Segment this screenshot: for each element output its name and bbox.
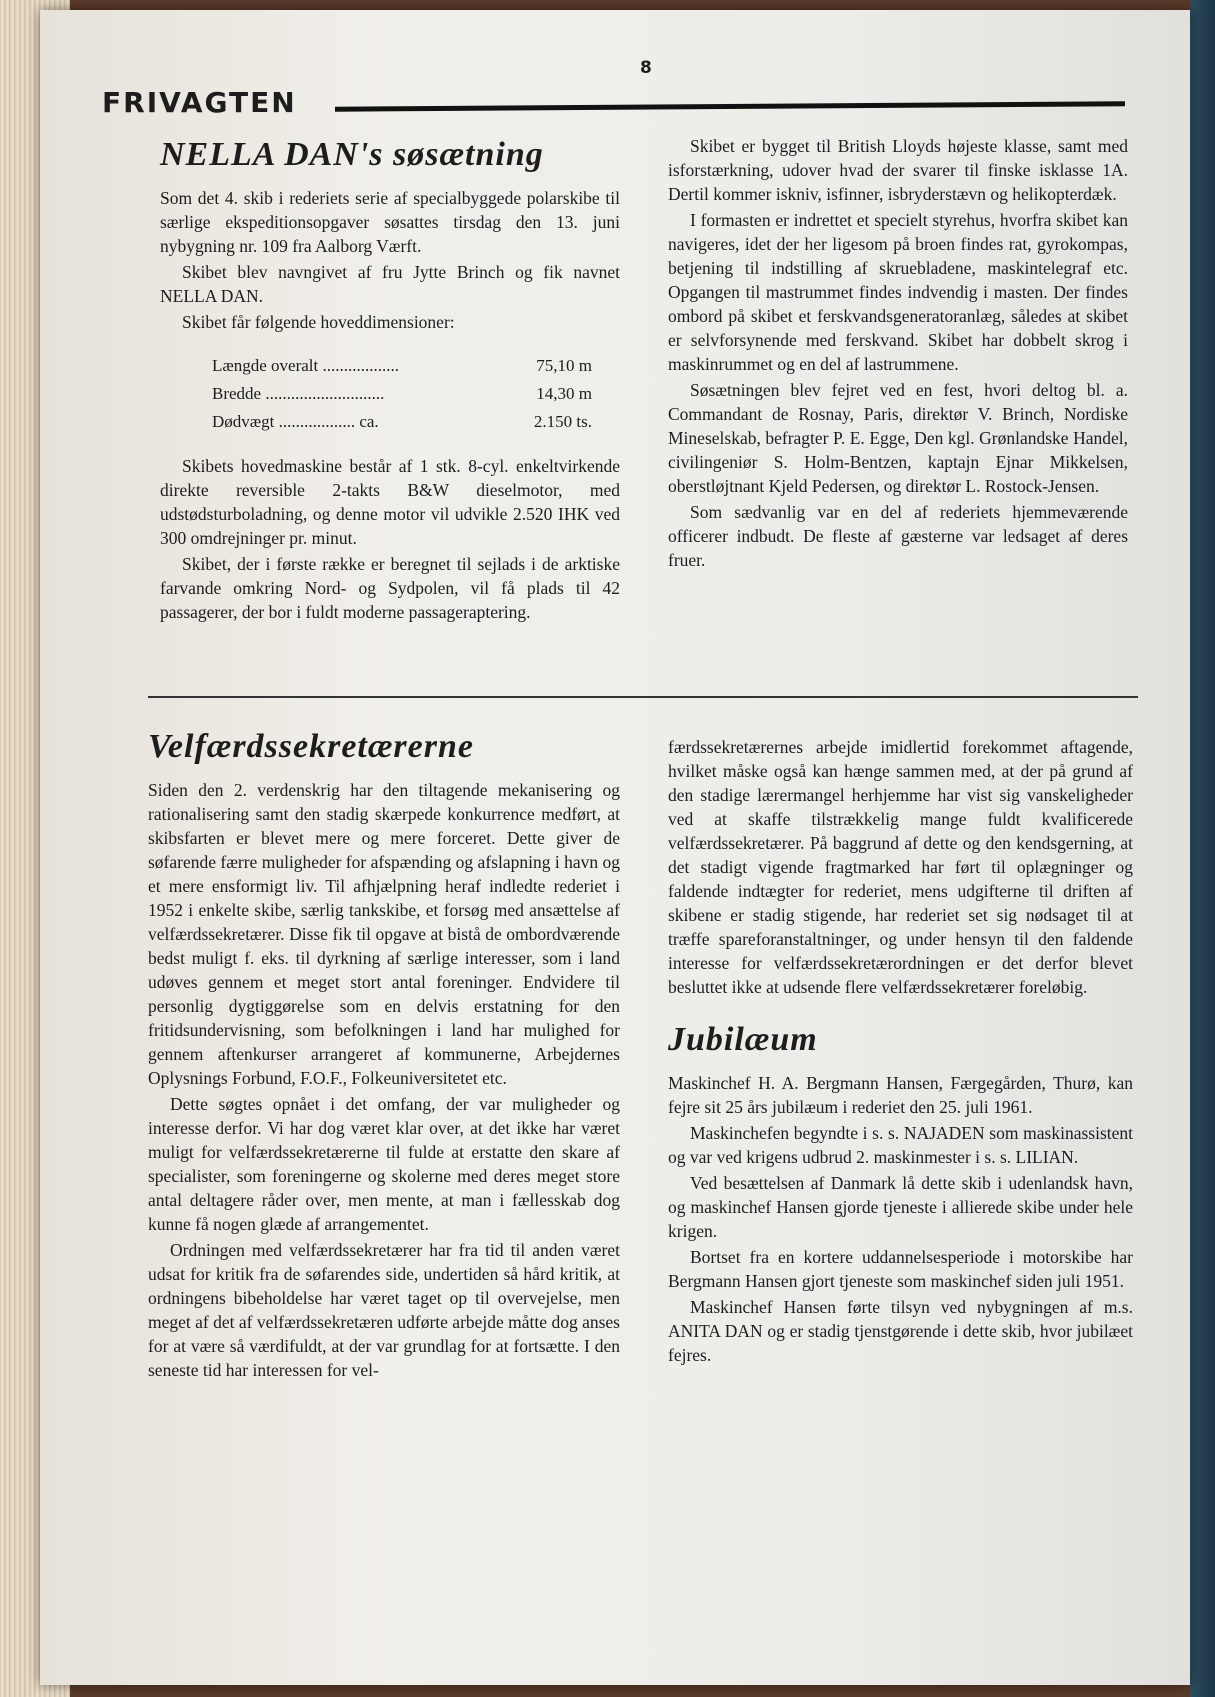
- paragraph: Som sædvanlig var en del af rederiets hjemmeværende officerer indbudt. De fleste af gæsterne var ledsaget af deres fruer.: [668, 502, 1128, 570]
- paragraph: Skibet, der i første række er beregnet til sejlads i de arktiske farvande omkring Nord- og Sydpolen, vil få plads til 42 passagerer, der bor i fuldt moderne passageraptering.: [160, 554, 620, 622]
- paragraph: Som det 4. skib i rederiets serie af specialbyggede polarskibe til særlige ekspeditionsopgaver søsattes tirsdag den 13. juni nybygning nr. 109 fra Aalborg Værft.: [160, 188, 620, 256]
- article-velfaerd-left: [148, 730, 620, 1384]
- article-title: NELLA DAN's søsætning: [160, 136, 544, 173]
- dimension-label: Længde overalt ..................: [212, 356, 399, 375]
- masthead: FRIVAGTEN: [102, 86, 297, 119]
- page-number: 8: [640, 58, 652, 78]
- paragraph: Skibets hovedmaskine består af 1 stk. 8-cyl. enkeltvirkende direkte reversible 2-takts B&W dieselmotor, med udstødsturboladning, og denne motor vil udvikle 2.520 IHK ved 300 omdrejninger pr. minut.: [160, 456, 620, 548]
- article-title: Jubilæum: [668, 1021, 818, 1058]
- adjacent-book-cover: [1190, 0, 1215, 1697]
- dimension-label: Dødvægt .................. ca.: [212, 412, 379, 431]
- paragraph: Skibet får følgende hoveddimensioner:: [182, 312, 455, 332]
- masthead-rule: [335, 101, 1125, 112]
- dimension-label: Bredde ............................: [212, 384, 385, 403]
- paragraph: Bortset fra en kortere uddannelsesperiode i motorskibe har Bergmann Hansen gjort tjeneste som maskinchef siden juli 1951.: [668, 1247, 1133, 1291]
- article-nella-dan-left: [160, 138, 620, 626]
- dimension-row: [212, 408, 620, 436]
- paragraph: Siden den 2. verdenskrig har den tiltagende mekanisering og rationalisering samt den stadig skærpede konkurrence medført, at skibsfarten er blevet mere og mere forceret. Dette giver de søfarende færre muligheder for afspænding og afslapning i havn og et mere ensformigt liv. Til afhjælpning heraf indledte rederiet i 1952 i enkelte skibe, særlig tankskibe, et forsøg med ansættelse af velfærdssekretærer. Disse fik til opgave at bistå de ombordværende bedst muligt f. eks. til dyrkning af særlige interesser, som i land udøves gennem et meget stort antal foreninger. Endvidere til personlig dygtiggørelse som en delvis erstatning for den fritidsundervisning, som befolkningen i land har mulighed for gennem aftenkurser arrangeret af kommunerne, Arbejdernes Oplysnings Forbund, F.O.F., Folkeuniversitetet etc.: [148, 780, 620, 1088]
- dimension-value: 14,30 m: [536, 384, 592, 403]
- paragraph: Ordningen med velfærdssekretærer har fra tid til anden været udsat for kritik fra de søfarendes side, undertiden så hård kritik, at ordningens bibeholdelse har været taget op til overvejelse, men meget af det af velfærdssekretæren udførte arbejde måtte dog anses for at være så værdifuldt, at der var grundlag for at fortsætte. I den seneste tid har interessen for vel-: [148, 1240, 620, 1380]
- magazine-page: [40, 10, 1190, 1685]
- paragraph: Dette søgtes opnået i det omfang, der var muligheder og interesse derfor. Vi har dog været klar over, at det ikke har været muligt for velfærdssekretærerne til fulde at erstatte den skare af specialister, som foreningerne og skolerne med deres meget store antal deltagere råder over, men mente, at man i fællesskab dog kunne få nogen glæde af arrangementet.: [148, 1094, 620, 1234]
- dimension-value: 75,10 m: [536, 356, 592, 375]
- dimension-row: [212, 380, 620, 408]
- dimension-value: 2.150 ts.: [533, 412, 592, 431]
- paragraph: Maskinchefen begyndte i s. s. NAJADEN som maskinassistent og var ved krigens udbrud 2. maskinmester i s. s. LILIAN.: [668, 1123, 1133, 1167]
- paragraph: Skibet blev navngivet af fru Jytte Brinch og fik navnet NELLA DAN.: [160, 262, 620, 306]
- paragraph: Maskinchef H. A. Bergmann Hansen, Færgegården, Thurø, kan fejre sit 25 års jubilæum i rederiet den 25. juli 1961.: [668, 1073, 1133, 1117]
- paragraph: Søsætningen blev fejret ved en fest, hvori deltog bl. a. Commandant de Rosnay, Paris, direktør V. Brinch, Nordiske Mineselskab, befragter P. E. Egge, Den kgl. Grønlandske Handel, civilingeniør S. Holm-Bentzen, kaptajn Ejnar Mikkelsen, oberstløjtnant Kjeld Pedersen, og direktør L. Rostock-Jensen.: [668, 380, 1128, 496]
- dimensions-table: [212, 352, 620, 436]
- section-divider: [148, 696, 1138, 698]
- article-nella-dan-right: [668, 134, 1128, 574]
- paragraph: Maskinchef Hansen førte tilsyn ved nybygningen af m.s. ANITA DAN og er stadig tjenstgørende i dette skib, hvor jubilæet fejres.: [668, 1297, 1133, 1365]
- paragraph: Skibet er bygget til British Lloyds højeste klasse, samt med isforstærkning, udover hvad der svarer til finske isklasse 1A. Dertil kommer iskniv, isfinner, isbryderstævn og helikopterdæk.: [668, 136, 1128, 204]
- article-title: Velfærdssekretærerne: [148, 728, 474, 765]
- dimension-row: [212, 352, 620, 380]
- paragraph: I formasten er indrettet et specielt styrehus, hvorfra skibet kan navigeres, idet der her ligesom på broen findes rat, gyrokompas, betjening til indstilling af skruebladene, maskintelegraf etc. Opgangen til mastrummet findes indvendig i masten. Der findes ombord på skibet et ferskvandsgeneratoranlæg, således at skibet er selvforsynende med ferskvand. Skibet har dobbelt skrog i maskinrummet og en del af lastrummene.: [668, 210, 1128, 374]
- paragraph: Ved besættelsen af Danmark lå dette skib i udenlandsk havn, og maskinchef Hansen gjorde tjeneste i allierede skibe under hele krigen.: [668, 1173, 1133, 1241]
- article-velfaerd-right: [668, 735, 1133, 1369]
- paragraph: færdssekretærernes arbejde imidlertid forekommet aftagende, hvilket måske også kan hænge sammen med, at der på grund af den stadige lærermangel herhjemme har vist sig vanskeligheder ved at skaffe tilstrækkelig mange fuldt kvalificerede velfærdssekretærer. På baggrund af dette og den kendsgerning, at det stadigt vigende fragtmarked har ført til oplægninger og faldende indtægter for rederiet, mens udgifterne til driften af skibene er stadig stigende, har rederiet set sig nødsaget til at træffe spareforanstaltninger, og under hensyn til den faldende interesse for velfærdssekretærordningen er det derfor blevet besluttet ikke at udsende flere velfærdssekretærer foreløbig.: [668, 737, 1133, 997]
